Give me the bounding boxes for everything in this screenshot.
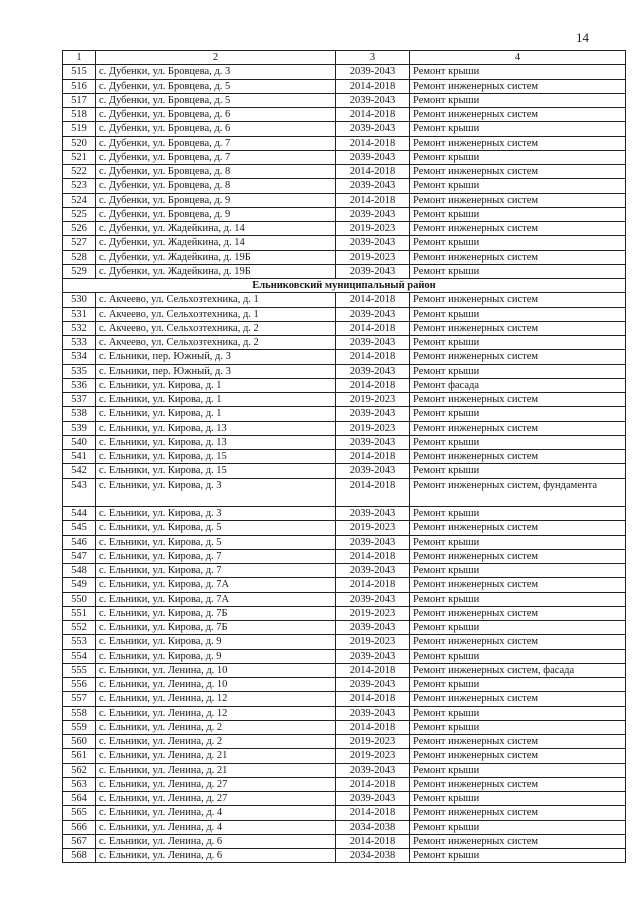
table-cell: с. Дубенки, ул. Бровцева, д. 3 [96,65,336,79]
table-cell: 2039-2043 [336,336,410,350]
table-cell: 543 [63,478,96,507]
table-cell: 2019-2023 [336,749,410,763]
table-cell: 2039-2043 [336,364,410,378]
table-row [63,336,626,350]
table-cell: 556 [63,678,96,692]
table-row [63,65,626,79]
table-cell: 537 [63,393,96,407]
table-cell: 2014-2018 [336,293,410,307]
table-cell: 530 [63,293,96,307]
table-cell: 2014-2018 [336,79,410,93]
table-cell: с. Ельники, ул. Ленина, д. 2 [96,720,336,734]
table-cell: с. Дубенки, ул. Бровцева, д. 6 [96,108,336,122]
table-cell: 2039-2043 [336,621,410,635]
table-cell: 540 [63,435,96,449]
table-cell: 527 [63,236,96,250]
table-cell: Ремонт инженерных систем [410,749,626,763]
table-cell: Ремонт крыши [410,150,626,164]
table-cell: 524 [63,193,96,207]
table-cell: Ремонт крыши [410,179,626,193]
table-cell: с. Ельники, ул. Кирова, д. 5 [96,535,336,549]
table-row [63,735,626,749]
table-cell: Ремонт инженерных систем [410,193,626,207]
table-cell: с. Дубенки, ул. Бровцева, д. 8 [96,179,336,193]
table-cell: Ремонт крыши [410,849,626,863]
table-row [63,592,626,606]
table-cell: 522 [63,165,96,179]
table-cell: 2039-2043 [336,649,410,663]
table-cell: 566 [63,820,96,834]
table-cell: Ремонт инженерных систем [410,108,626,122]
table-row [63,407,626,421]
table-cell: Ремонт крыши [410,207,626,221]
table-cell: с. Ельники, ул. Ленина, д. 12 [96,706,336,720]
table-cell: Ремонт инженерных систем [410,735,626,749]
table-cell: 2039-2043 [336,179,410,193]
table-cell: 549 [63,578,96,592]
table-cell: Ремонт крыши [410,792,626,806]
table-row [63,136,626,150]
table-cell: 2019-2023 [336,421,410,435]
table-cell: с. Ельники, ул. Ленина, д. 6 [96,834,336,848]
table-cell: 2019-2023 [336,250,410,264]
table-row [63,79,626,93]
table-cell: Ремонт инженерных систем [410,806,626,820]
table-cell: 2014-2018 [336,578,410,592]
table-row [63,350,626,364]
table-row [63,293,626,307]
table-cell: 550 [63,592,96,606]
table-cell: с. Ельники, ул. Кирова, д. 3 [96,507,336,521]
table-cell: с. Дубенки, ул. Бровцева, д. 5 [96,93,336,107]
table-cell: 534 [63,350,96,364]
table-row [63,678,626,692]
table-cell: с. Ельники, ул. Кирова, д. 1 [96,407,336,421]
table-cell: 518 [63,108,96,122]
table-row [63,193,626,207]
renovation-schedule-table [62,50,626,863]
table-cell: Ремонт крыши [410,264,626,278]
table-row [63,321,626,335]
table-cell: с. Дубенки, ул. Бровцева, д. 7 [96,150,336,164]
table-cell: 2039-2043 [336,535,410,549]
table-cell: с. Ельники, ул. Кирова, д. 7А [96,592,336,606]
table-cell: с. Ельники, ул. Ленина, д. 21 [96,763,336,777]
table-cell: Ремонт инженерных систем, фасада [410,663,626,677]
table-row [63,549,626,563]
table-cell: 2039-2043 [336,307,410,321]
table-row [63,222,626,236]
table-cell: с. Ельники, ул. Ленина, д. 2 [96,735,336,749]
table-cell: 531 [63,307,96,321]
table-cell: 2019-2023 [336,521,410,535]
table-cell: 2039-2043 [336,464,410,478]
table-cell: 2019-2023 [336,735,410,749]
table-cell: Ремонт крыши [410,678,626,692]
table-cell: 544 [63,507,96,521]
table-cell: Ремонт инженерных систем [410,450,626,464]
table-cell: 2019-2023 [336,635,410,649]
table-cell: Ремонт инженерных систем [410,293,626,307]
section-title: Ельниковский муниципальный район [63,279,626,293]
table-cell: 539 [63,421,96,435]
table-cell: 2039-2043 [336,122,410,136]
table-cell: 2014-2018 [336,165,410,179]
table-row [63,378,626,392]
table-cell: с. Дубенки, ул. Жадейкина, д. 14 [96,222,336,236]
table-cell: 555 [63,663,96,677]
table-cell: 2039-2043 [336,678,410,692]
table-cell: 567 [63,834,96,848]
table-cell: 2014-2018 [336,834,410,848]
table-row [63,207,626,221]
table-cell: 564 [63,792,96,806]
table-cell: 2039-2043 [336,592,410,606]
table-row [63,507,626,521]
table-row [63,777,626,791]
table-cell: 552 [63,621,96,635]
table-cell: 2014-2018 [336,350,410,364]
table-cell: 519 [63,122,96,136]
table-cell: Ремонт инженерных систем [410,222,626,236]
table-cell: с. Ельники, ул. Кирова, д. 7 [96,564,336,578]
table-cell: с. Дубенки, ул. Бровцева, д. 7 [96,136,336,150]
table-cell: Ремонт инженерных систем [410,692,626,706]
table-cell: Ремонт инженерных систем [410,136,626,150]
header-cell-1: 1 [63,51,96,65]
table-cell: Ремонт крыши [410,706,626,720]
table-cell: с. Ельники, ул. Кирова, д. 9 [96,649,336,663]
table-cell: с. Ельники, ул. Кирова, д. 9 [96,635,336,649]
table-cell: Ремонт крыши [410,307,626,321]
table-cell: с. Ельники, ул. Кирова, д. 1 [96,393,336,407]
table-cell: 2039-2043 [336,706,410,720]
table-cell: 528 [63,250,96,264]
table-cell: с. Ельники, пер. Южный, д. 3 [96,364,336,378]
table-cell: 2014-2018 [336,136,410,150]
table-cell: Ремонт крыши [410,564,626,578]
table-cell: с. Дубенки, ул. Жадейкина, д. 14 [96,236,336,250]
header-cell-3: 3 [336,51,410,65]
table-cell: 538 [63,407,96,421]
table-cell: 2014-2018 [336,321,410,335]
table-cell: с. Дубенки, ул. Жадейкина, д. 19Б [96,264,336,278]
table-cell: Ремонт инженерных систем [410,421,626,435]
table-cell: 532 [63,321,96,335]
table-row [63,150,626,164]
table-row [63,564,626,578]
table-cell: Ремонт крыши [410,649,626,663]
table-row [63,307,626,321]
table-cell: 568 [63,849,96,863]
table-row [63,720,626,734]
table-cell: Ремонт инженерных систем [410,250,626,264]
table-cell: 557 [63,692,96,706]
table-row [63,450,626,464]
table-cell: 560 [63,735,96,749]
table-row [63,635,626,649]
table-row [63,621,626,635]
table-cell: с. Ельники, ул. Кирова, д. 7 [96,549,336,563]
table-cell: с. Акчеево, ул. Сельхозтехника, д. 2 [96,336,336,350]
table-cell: Ремонт инженерных систем [410,521,626,535]
table-row [63,692,626,706]
table-row [63,749,626,763]
table-cell: 2014-2018 [336,663,410,677]
table-cell: 565 [63,806,96,820]
table-cell: Ремонт крыши [410,621,626,635]
table-cell: Ремонт крыши [410,820,626,834]
table-cell: с. Дубенки, ул. Бровцева, д. 9 [96,207,336,221]
header-row [63,51,626,65]
table-cell: с. Дубенки, ул. Бровцева, д. 5 [96,79,336,93]
table-row [63,706,626,720]
table-cell: с. Ельники, ул. Кирова, д. 5 [96,521,336,535]
table-cell: 558 [63,706,96,720]
table-cell: 2039-2043 [336,407,410,421]
table-cell: 2039-2043 [336,564,410,578]
table-row [63,250,626,264]
table-cell: 554 [63,649,96,663]
table-cell: 2034-2038 [336,820,410,834]
table-cell: с. Ельники, ул. Кирова, д. 13 [96,421,336,435]
table-row [63,236,626,250]
table-cell: 547 [63,549,96,563]
table-cell: с. Акчеево, ул. Сельхозтехника, д. 1 [96,307,336,321]
table-cell: 2039-2043 [336,150,410,164]
table-cell: Ремонт крыши [410,122,626,136]
table-cell: Ремонт инженерных систем [410,321,626,335]
table-cell: 533 [63,336,96,350]
table-cell: 559 [63,720,96,734]
table-cell: 2014-2018 [336,806,410,820]
table-cell: Ремонт крыши [410,364,626,378]
table-cell: Ремонт крыши [410,336,626,350]
table-cell: 2014-2018 [336,108,410,122]
table-cell: 2014-2018 [336,777,410,791]
table-cell: с. Ельники, пер. Южный, д. 3 [96,350,336,364]
table-cell: 2039-2043 [336,93,410,107]
table-cell: Ремонт инженерных систем [410,578,626,592]
table-cell: 520 [63,136,96,150]
table-cell: Ремонт крыши [410,763,626,777]
table-row [63,478,626,507]
table-cell: с. Ельники, ул. Ленина, д. 27 [96,777,336,791]
table-cell: 2014-2018 [336,378,410,392]
table-cell: 545 [63,521,96,535]
table-cell: 2019-2023 [336,393,410,407]
table-row [63,820,626,834]
table-cell: Ремонт крыши [410,93,626,107]
table-row [63,606,626,620]
table-cell: с. Дубенки, ул. Жадейкина, д. 19Б [96,250,336,264]
table-cell: с. Ельники, ул. Кирова, д. 1 [96,378,336,392]
table-cell: 2039-2043 [336,763,410,777]
table-row [63,122,626,136]
table-cell: с. Ельники, ул. Кирова, д. 3 [96,478,336,507]
table-cell: 535 [63,364,96,378]
table-row [63,93,626,107]
table-cell: с. Акчеево, ул. Сельхозтехника, д. 1 [96,293,336,307]
table-cell: Ремонт инженерных систем [410,549,626,563]
table-row [63,792,626,806]
table-cell: 542 [63,464,96,478]
table-cell: 2019-2023 [336,222,410,236]
table-row [63,421,626,435]
table-row [63,179,626,193]
table-cell: Ремонт крыши [410,507,626,521]
table-cell: 515 [63,65,96,79]
table-cell: Ремонт крыши [410,720,626,734]
table-cell: с. Ельники, ул. Ленина, д. 27 [96,792,336,806]
table-row [63,264,626,278]
table-cell: 546 [63,535,96,549]
table-cell: 2039-2043 [336,507,410,521]
table-cell: с. Ельники, ул. Кирова, д. 15 [96,464,336,478]
table-cell: Ремонт инженерных систем [410,635,626,649]
table-cell: Ремонт инженерных систем [410,79,626,93]
table-cell: 517 [63,93,96,107]
table-cell: 563 [63,777,96,791]
table-row [63,578,626,592]
table-cell: Ремонт крыши [410,592,626,606]
table-cell: 516 [63,79,96,93]
table-cell: Ремонт фасада [410,378,626,392]
table-row [63,806,626,820]
table-cell: 525 [63,207,96,221]
table-cell: с. Ельники, ул. Ленина, д. 21 [96,749,336,763]
table-cell: Ремонт инженерных систем [410,834,626,848]
table-cell: 2039-2043 [336,792,410,806]
table-cell: 2019-2023 [336,606,410,620]
table-cell: Ремонт инженерных систем [410,350,626,364]
header-cell-4: 4 [410,51,626,65]
table-cell: с. Ельники, ул. Кирова, д. 7А [96,578,336,592]
table-cell: 529 [63,264,96,278]
table-cell: 2014-2018 [336,692,410,706]
table-row [63,521,626,535]
table-cell: Ремонт крыши [410,236,626,250]
table-cell: 541 [63,450,96,464]
table-cell: 2039-2043 [336,264,410,278]
table-row [63,165,626,179]
table-cell: 2014-2018 [336,720,410,734]
table-cell: с. Ельники, ул. Ленина, д. 12 [96,692,336,706]
table-row [63,649,626,663]
section-header-row [63,279,626,293]
page-number: 14 [576,30,589,45]
table-cell: с. Ельники, ул. Ленина, д. 4 [96,820,336,834]
table-cell: 2039-2043 [336,236,410,250]
table-cell: с. Дубенки, ул. Бровцева, д. 9 [96,193,336,207]
table-row [63,435,626,449]
table-cell: Ремонт крыши [410,464,626,478]
table-body [63,51,626,863]
table-cell: с. Дубенки, ул. Бровцева, д. 6 [96,122,336,136]
table-cell: Ремонт крыши [410,535,626,549]
table-cell: 562 [63,763,96,777]
table-cell: 523 [63,179,96,193]
table-cell: с. Ельники, ул. Ленина, д. 6 [96,849,336,863]
table-cell: с. Акчеево, ул. Сельхозтехника, д. 2 [96,321,336,335]
header-cell-2: 2 [96,51,336,65]
table-cell: с. Ельники, ул. Ленина, д. 4 [96,806,336,820]
table-cell: 2014-2018 [336,450,410,464]
table-cell: Ремонт инженерных систем [410,393,626,407]
table-cell: Ремонт инженерных систем [410,165,626,179]
table-cell: с. Дубенки, ул. Бровцева, д. 8 [96,165,336,179]
table-row [63,834,626,848]
table-cell: 2039-2043 [336,65,410,79]
table-cell: 2039-2043 [336,207,410,221]
table-cell: 521 [63,150,96,164]
table-cell: 2014-2018 [336,549,410,563]
table-cell: с. Ельники, ул. Кирова, д. 15 [96,450,336,464]
table-cell: Ремонт крыши [410,65,626,79]
table-cell: с. Ельники, ул. Ленина, д. 10 [96,678,336,692]
table-cell: 561 [63,749,96,763]
table-cell: 536 [63,378,96,392]
table-cell: 2014-2018 [336,478,410,507]
table-cell: 2039-2043 [336,435,410,449]
table-cell: с. Ельники, ул. Кирова, д. 13 [96,435,336,449]
table-cell: 553 [63,635,96,649]
table-cell: Ремонт инженерных систем [410,777,626,791]
table-row [63,464,626,478]
table-cell: с. Ельники, ул. Ленина, д. 10 [96,663,336,677]
table-cell: Ремонт крыши [410,435,626,449]
table-cell: 2014-2018 [336,193,410,207]
table-cell: Ремонт крыши [410,407,626,421]
table-row [63,393,626,407]
table-row [63,108,626,122]
table-cell: 548 [63,564,96,578]
table-cell: Ремонт инженерных систем, фундамента [410,478,626,507]
table-row [63,763,626,777]
table-row [63,364,626,378]
table-cell: 2034-2038 [336,849,410,863]
table-cell: 526 [63,222,96,236]
table-cell: с. Ельники, ул. Кирова, д. 7Б [96,606,336,620]
table-row [63,849,626,863]
table-cell: с. Ельники, ул. Кирова, д. 7Б [96,621,336,635]
table-row [63,663,626,677]
table-row [63,535,626,549]
table-cell: 551 [63,606,96,620]
table-cell: Ремонт инженерных систем [410,606,626,620]
